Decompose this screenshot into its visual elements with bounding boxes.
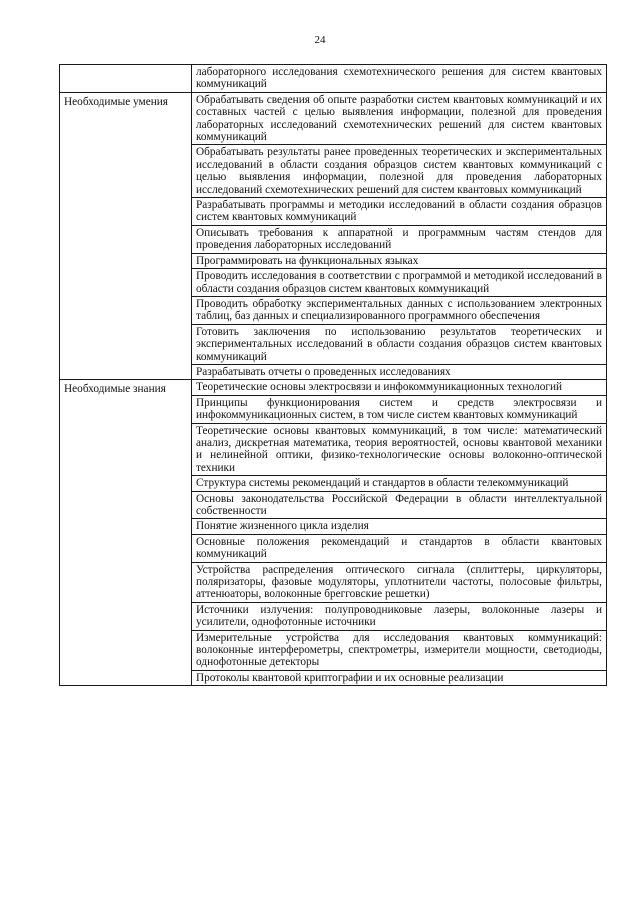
table-cell: Теоретические основы квантовых коммуникаций, в том числе: математический анализ, дискретная математика, теория вероятностей, основы квантовой механики и нелинейной оптики, физико-технологические основы волоконно-оптической техники: [192, 423, 607, 476]
table-cell: лабораторного исследования схемотехнического решения для систем квантовых коммуникаций: [192, 65, 607, 93]
table-cell: Основные положения рекомендаций и стандартов в области квантовых коммуникаций: [192, 534, 607, 562]
table-cell: Готовить заключения по использованию результатов теоретических и экспериментальных исследований в области создания образцов систем квантовых коммуникаций: [192, 324, 607, 364]
table-row: [60, 380, 607, 395]
table-cell: Проводить исследования в соответствии с программой и методикой исследований в области создания образцов систем квантовых коммуникаций: [192, 269, 607, 297]
table-cell: Разрабатывать отчеты о проведенных исследованиях: [192, 364, 607, 379]
table-cell: Проводить обработку экспериментальных данных с использованием электронных таблиц, баз данных и специализированного программного обеспечения: [192, 296, 607, 324]
table-cell: Основы законодательства Российской Федерации в области интеллектуальной собственности: [192, 491, 607, 519]
requirements-table-body: [60, 65, 607, 686]
table-cell: Протоколы квантовой криптографии и их основные реализации: [192, 670, 607, 685]
row-label-knowledge: Необходимые знания: [60, 380, 192, 686]
table-cell: Теоретические основы электросвязи и инфокоммуникационных технологий: [192, 380, 607, 395]
table-cell: Источники излучения: полупроводниковые лазеры, волоконные лазеры и усилители, однофотонные источники: [192, 602, 607, 630]
table-cell: Устройства распределения оптического сигнала (сплиттеры, циркуляторы, поляризаторы, фазовые модуляторы, уплотнители частоты, полосовые фильтры, аттенюаторы, волоконные брегговские решетки): [192, 562, 607, 602]
table-cell: Принципы функционирования систем и средств электросвязи и инфокоммуникационных систем, в том числе систем квантовых коммуникаций: [192, 395, 607, 423]
table-row: [60, 92, 607, 145]
table-cell: Структура системы рекомендаций и стандартов в области телекоммуникаций: [192, 476, 607, 491]
table-cell: Понятие жизненного цикла изделия: [192, 519, 607, 534]
row-label: [60, 65, 192, 93]
table-cell: Обрабатывать сведения об опыте разработки систем квантовых коммуникаций и их составных частей с целью выявления информации, полезной для проведения лабораторных исследований схемотехнических решений для систем квантовых коммуникаций: [192, 92, 607, 145]
table-cell: Разрабатывать программы и методики исследований в области создания образцов систем квантовых коммуникаций: [192, 198, 607, 226]
table-cell: Программировать на функциональных языках: [192, 253, 607, 268]
page-number: 24: [314, 34, 326, 46]
table-row: [60, 65, 607, 93]
row-label-skills: Необходимые умения: [60, 92, 192, 380]
table-cell: Описывать требования к аппаратной и программным частям стендов для проведения лабораторных исследований: [192, 225, 607, 253]
table-cell: Обрабатывать результаты ранее проведенных теоретических и экспериментальных исследований в области создания образцов систем квантовых коммуникаций с целью выявления информации, полезной для проведения лабораторных исследований схемотехнических решений для систем квантовых коммуникаций: [192, 145, 607, 198]
requirements-table: [59, 64, 607, 686]
table-cell: Измерительные устройства для исследования квантовых коммуникаций: волоконные интерферометры, спектрометры, измерители мощности, светодиоды, однофотонные детекторы: [192, 630, 607, 670]
